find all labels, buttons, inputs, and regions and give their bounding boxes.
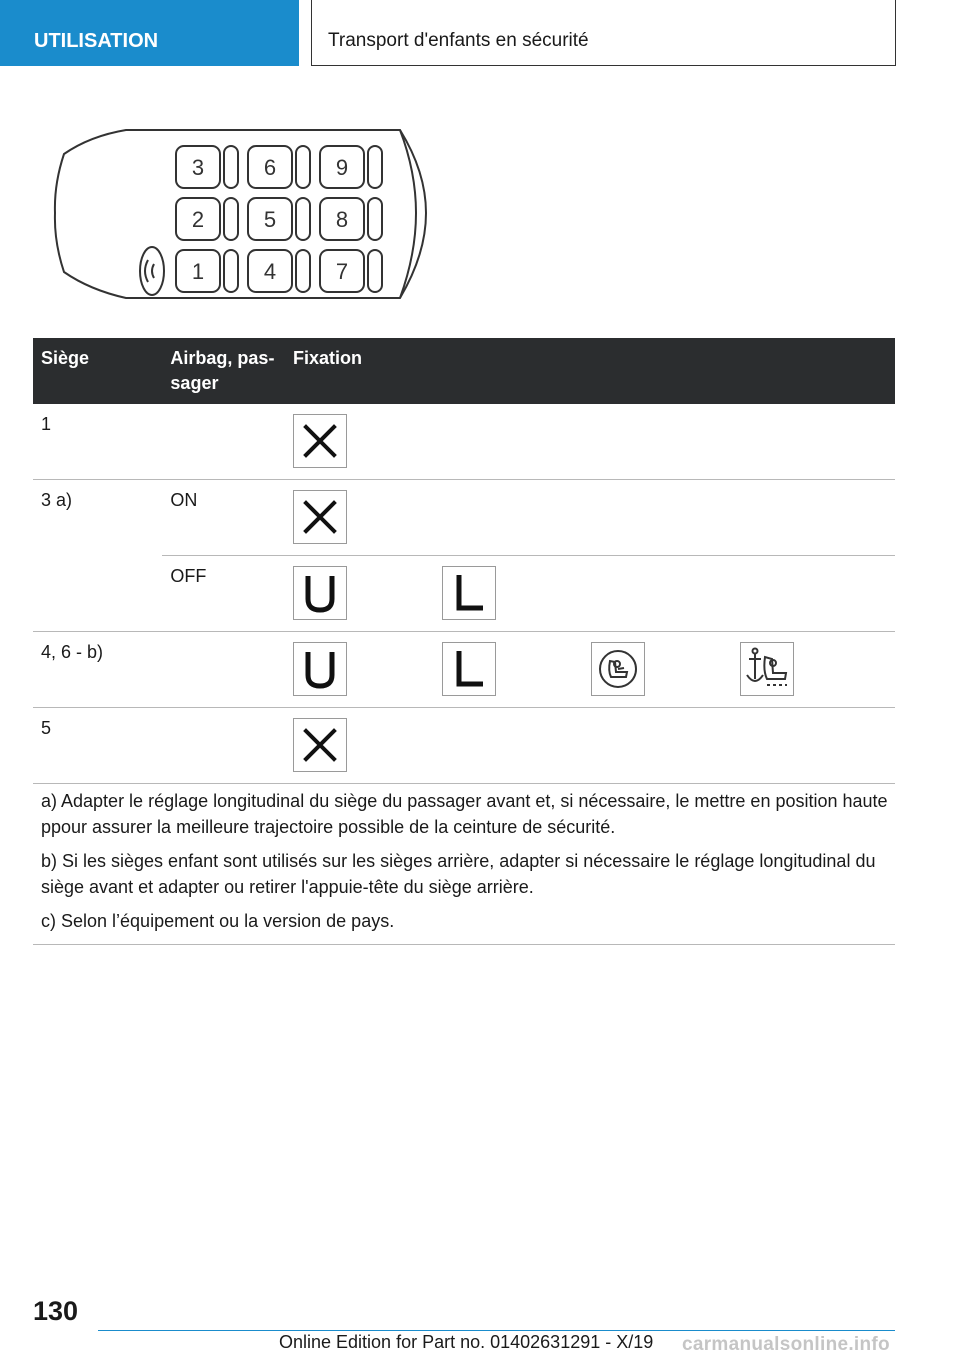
seat-grid bbox=[176, 146, 382, 292]
letter-u-icon bbox=[293, 642, 347, 696]
table-row bbox=[33, 404, 895, 480]
seat-suitability-table bbox=[33, 338, 895, 784]
seat-9 bbox=[320, 146, 382, 188]
seat-4 bbox=[248, 250, 310, 292]
header-seat: Siège bbox=[33, 338, 162, 404]
seat-cell: 5 bbox=[33, 708, 162, 784]
airbag-cell: OFF bbox=[162, 556, 285, 632]
fixation-icon-slot bbox=[293, 566, 442, 620]
seat-cell: 3 a) bbox=[41, 490, 73, 510]
footnote-b: b) Si les sièges enfant sont utilisés sur les sièges arrière, adapter si nécessaire le réglage longitudinal du siège avant et adapter ou retirer l'appuie-tête du siège arrière. bbox=[41, 851, 876, 897]
seat-cell: 4, 6 - b) bbox=[33, 632, 162, 708]
header-fixation: Fixation bbox=[285, 338, 895, 404]
seat-number: 3 bbox=[191, 155, 205, 180]
fixation-icon-slot bbox=[293, 414, 442, 468]
steering-wheel-icon bbox=[140, 247, 164, 295]
seat-cell: 1 bbox=[33, 404, 162, 480]
footer-divider bbox=[98, 1330, 895, 1331]
table-row bbox=[33, 632, 895, 708]
table-row bbox=[33, 556, 895, 632]
seat-5 bbox=[248, 198, 310, 240]
fixation-icon-slot bbox=[293, 490, 442, 544]
car-seat-layout-figure bbox=[50, 122, 430, 304]
fixation-cell bbox=[285, 404, 895, 480]
child-seat-anchor-icon bbox=[740, 642, 794, 696]
seat-3 bbox=[176, 146, 238, 188]
letter-l-icon bbox=[442, 642, 496, 696]
table-header-row bbox=[33, 338, 895, 404]
letter-u-icon bbox=[293, 566, 347, 620]
airbag-cell bbox=[162, 708, 285, 784]
child-seat-isofix-icon bbox=[591, 642, 645, 696]
chapter-title: Transport d'enfants en sécurité bbox=[311, 0, 896, 66]
fixation-icon-slot bbox=[740, 642, 889, 696]
airbag-cell bbox=[162, 404, 285, 480]
section-tab: UTILISATION bbox=[0, 0, 299, 66]
seat-1 bbox=[176, 250, 238, 292]
header-airbag: Airbag, pas- sager bbox=[162, 338, 285, 404]
fixation-cell bbox=[285, 556, 895, 632]
fixation-cell bbox=[285, 632, 895, 708]
footnote-c: c) Selon l’équipement ou la version de pays. bbox=[41, 911, 395, 931]
seat-number: 4 bbox=[263, 259, 277, 284]
table-row bbox=[33, 480, 895, 556]
seat-number: 1 bbox=[191, 259, 205, 284]
seat-number: 6 bbox=[263, 155, 277, 180]
seat-7 bbox=[320, 250, 382, 292]
seat-number: 2 bbox=[191, 207, 205, 232]
page-number: 130 bbox=[33, 1296, 79, 1326]
fixation-icon-slot bbox=[293, 718, 442, 772]
fixation-cell bbox=[285, 708, 895, 784]
cross-icon bbox=[293, 414, 347, 468]
seat-number: 9 bbox=[335, 155, 349, 180]
seat-number: 5 bbox=[263, 207, 277, 232]
cross-icon bbox=[293, 718, 347, 772]
fixation-icon-slot bbox=[591, 642, 740, 696]
seat-2 bbox=[176, 198, 238, 240]
footer-edition: Online Edition for Part no. 01402631291 - X/19 bbox=[279, 1332, 654, 1352]
watermark: carmanualsonline.info bbox=[682, 1334, 890, 1355]
fixation-icon-slot bbox=[293, 642, 442, 696]
seat-number: 8 bbox=[335, 207, 349, 232]
seat-number: 7 bbox=[335, 259, 349, 284]
table-row bbox=[33, 708, 895, 784]
letter-l-icon bbox=[442, 566, 496, 620]
footnote-a: a) Adapter le réglage longitudinal du siège du passager avant et, si nécessaire, le mettre en position haute ppour assurer la meilleure trajectoire possible de la ceinture de sécurité. bbox=[41, 791, 888, 837]
footnotes bbox=[33, 778, 895, 945]
cross-icon bbox=[293, 490, 347, 544]
airbag-cell: ON bbox=[162, 480, 285, 556]
fixation-cell bbox=[285, 480, 895, 556]
airbag-cell bbox=[162, 632, 285, 708]
seat-8 bbox=[320, 198, 382, 240]
fixation-icon-slot bbox=[442, 566, 591, 620]
seat-6 bbox=[248, 146, 310, 188]
seat-cell bbox=[33, 556, 162, 632]
fixation-icon-slot bbox=[442, 642, 591, 696]
